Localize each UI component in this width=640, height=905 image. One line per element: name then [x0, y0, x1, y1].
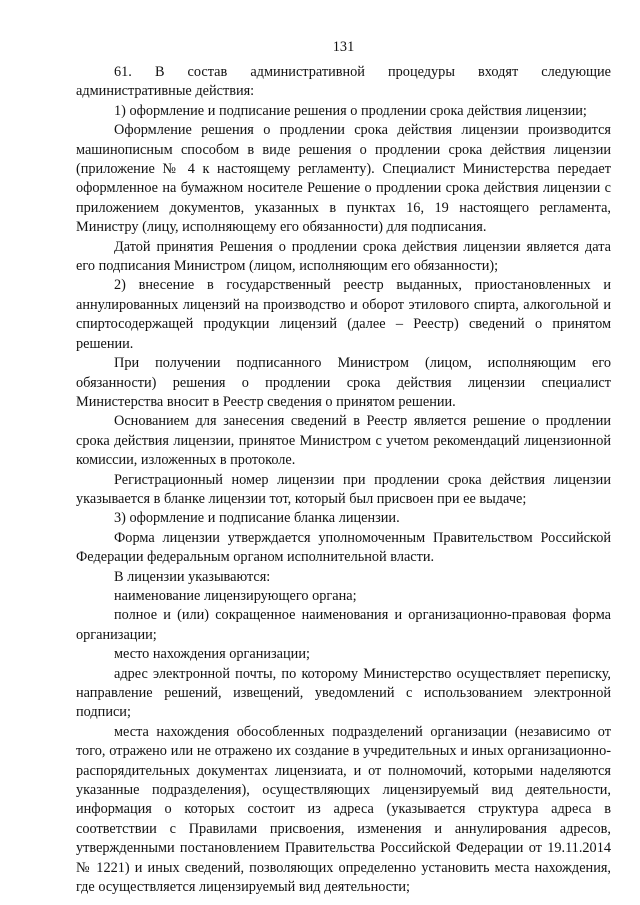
- list-item-licensing-body: наименование лицензирующего органа;: [114, 587, 357, 604]
- list-item-organization-location: место нахождения организации;: [114, 646, 310, 663]
- paragraph-decision-drafting: Оформление решения о продлении срока действия лицензии производится машинописным способом в виде решения о продлении срока действия лицензии (приложение № 4 к настоящему регламенту). Специалист Министерства передает оформленное на бумажном носителе Решение о продлении срока действия лицензии с приложением документов, указанных в пунктах 16, 19 настоящего регламента, Министру (лицу, исполняющему его обязанности) для подписания.: [76, 122, 611, 236]
- paragraph-registration-number: Регистрационный номер лицензии при продлении срока действия лицензии указывается в бланке лицензии тот, который был присвоен при ее выдаче;: [76, 471, 611, 507]
- document-page: [76, 38, 611, 897]
- list-item-email-address: адрес электронной почты, по которому Министерство осуществляет переписку, направление решений, извещений, уведомлений с использованием электронной подписи;: [76, 665, 611, 721]
- list-item-branch-locations: места нахождения обособленных подразделений организации (независимо от того, отражено или не отражено их создание в учредительных и иных организационно-распорядительных документах лицензиата, и от полномочий, которыми наделяются указанные подразделения), осуществляющих лицензируемый вид деятельности, информация о которых состоит из адреса (указывается структура адреса в соответствии с Правилами присвоения, изменения и аннулирования адресов, утвержденными постановлением Правительства Российской Федерации от 19.11.2014 № 1221) и иных сведений, позволяющих определенно установить места нахождения, где осуществляется лицензируемый вид деятельности;: [76, 723, 611, 896]
- document-body: [76, 63, 611, 897]
- paragraph-item-2: 2) внесение в государственный реестр выданных, приостановленных и аннулированных лицензий на производство и оборот этилового спирта, алкогольной и спиртосодержащей продукции лицензий (далее – Реестр) сведений о принятом решении.: [76, 277, 611, 352]
- list-item-organization-name: полное и (или) сокращенное наименования и организационно-правовая форма организации;: [76, 607, 611, 643]
- paragraph-item-1: 1) оформление и подписание решения о продлении срока действия лицензии;: [114, 102, 587, 119]
- paragraph-item-3: 3) оформление и подписание бланка лицензии.: [114, 510, 400, 527]
- paragraph-decision-date: Датой принятия Решения о продлении срока действия лицензии является дата его подписания Министром (лицом, исполняющим его обязанности);: [76, 238, 611, 275]
- paragraph-license-contents-intro: В лицензии указываются:: [114, 568, 271, 585]
- paragraph-registry-entry: При получении подписанного Министром (лицом, исполняющим его обязанности) решения о продлении срока действия лицензии специалист Министерства вносит в Реестр сведения о принятом решении.: [76, 355, 611, 410]
- paragraph-61-intro: 61. В состав административной процедуры входят следующие административные действия:: [76, 64, 611, 100]
- page-number: 131: [332, 39, 355, 55]
- paragraph-registry-basis: Основанием для занесения сведений в Реестр является решение о продлении срока действия лицензии, принятое Министром с учетом рекомендаций лицензионной комиссии, изложенных в протоколе.: [76, 413, 611, 469]
- paragraph-license-form: Форма лицензии утверждается уполномоченным Правительством Российской Федерации федеральным органом исполнительной власти.: [76, 529, 611, 566]
